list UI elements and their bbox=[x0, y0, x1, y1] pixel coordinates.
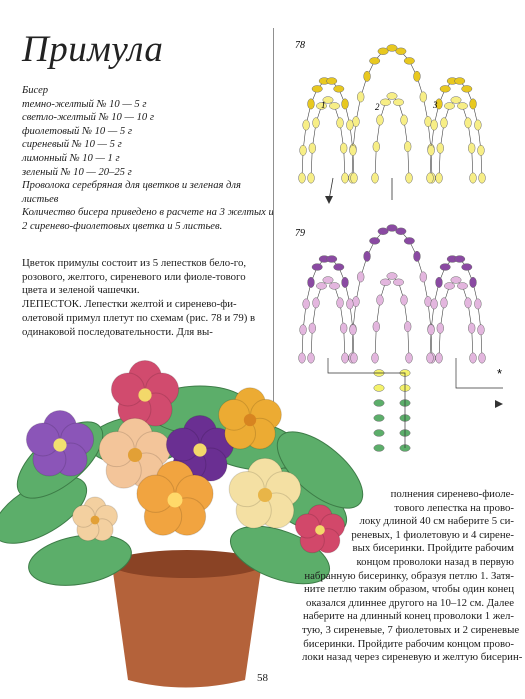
bead bbox=[337, 118, 344, 128]
bead bbox=[329, 103, 339, 110]
bead bbox=[316, 283, 326, 290]
wire-path bbox=[302, 259, 354, 358]
bead bbox=[444, 103, 454, 110]
bead bbox=[299, 173, 306, 183]
bead bbox=[340, 143, 347, 153]
bead bbox=[436, 277, 443, 287]
bead bbox=[401, 295, 408, 305]
bead bbox=[393, 99, 403, 106]
bead bbox=[404, 237, 414, 244]
material-item: сиреневый № 10 — 5 г bbox=[22, 139, 122, 151]
text-line: тую, 3 сиреневые, 7 фиолетовых и 2 сиреневые bbox=[302, 623, 520, 636]
bead bbox=[329, 283, 339, 290]
wire-path bbox=[439, 100, 473, 178]
bead bbox=[396, 228, 406, 235]
bead bbox=[353, 116, 360, 126]
flower-center bbox=[168, 493, 183, 508]
bead bbox=[369, 57, 379, 64]
bead bbox=[436, 173, 443, 183]
flower-center bbox=[244, 414, 256, 426]
flower-center bbox=[53, 438, 66, 451]
bead bbox=[457, 283, 467, 290]
bead bbox=[470, 173, 477, 183]
bead bbox=[342, 277, 349, 287]
loop-number: 1 bbox=[321, 100, 326, 110]
bead bbox=[374, 430, 384, 437]
bead bbox=[387, 93, 397, 100]
wire-note: Проволока серебряная для цветков и зеленая для листьев bbox=[22, 180, 241, 205]
wire-path bbox=[375, 96, 409, 178]
bead bbox=[300, 145, 307, 155]
bead bbox=[414, 71, 421, 81]
bead bbox=[334, 85, 344, 92]
bead bbox=[353, 296, 360, 306]
bead bbox=[455, 78, 465, 85]
bead bbox=[457, 103, 467, 110]
bead bbox=[342, 173, 349, 183]
petal bbox=[111, 373, 144, 406]
bead bbox=[406, 173, 413, 183]
bead bbox=[377, 295, 384, 305]
intro-text bbox=[22, 257, 270, 339]
petal bbox=[137, 475, 174, 512]
loop-number: 3 bbox=[433, 100, 438, 110]
bead bbox=[374, 415, 384, 422]
arrow-line bbox=[329, 178, 392, 200]
bead bbox=[327, 78, 337, 85]
petal bbox=[73, 505, 95, 527]
bead bbox=[364, 251, 371, 261]
text-line: бисеринки. Пройдите рабочим концом прово- bbox=[303, 637, 514, 650]
intro-paragraph: Цветок примулы состоит из 5 лепестков бело-го, розового, желтого, сиреневого или фиоле-тового цвета и зеленой чашечки. bbox=[22, 257, 247, 297]
text-line: набранную бисеринку, образуя петлю 1. Затя- bbox=[304, 569, 514, 582]
bead bbox=[437, 143, 444, 153]
bead bbox=[414, 251, 421, 261]
loop-number: 2 bbox=[375, 102, 380, 112]
wire-path bbox=[352, 48, 432, 178]
bead bbox=[303, 120, 310, 130]
bead bbox=[313, 298, 320, 308]
bead bbox=[369, 237, 379, 244]
bead bbox=[300, 325, 307, 335]
bead bbox=[396, 48, 406, 55]
flower-center bbox=[193, 443, 206, 456]
bead bbox=[387, 273, 397, 280]
bead bbox=[373, 321, 380, 331]
bead bbox=[340, 323, 347, 333]
bead bbox=[401, 115, 408, 125]
petal bbox=[219, 399, 250, 430]
bead bbox=[393, 279, 403, 286]
bead bbox=[327, 256, 337, 263]
continuation-text bbox=[302, 488, 523, 665]
wire-path bbox=[311, 280, 345, 358]
bead bbox=[428, 325, 435, 335]
bead bbox=[308, 173, 315, 183]
bead bbox=[346, 120, 353, 130]
text-line: тового лепестка на прово- bbox=[394, 501, 514, 514]
bead bbox=[337, 298, 344, 308]
bead bbox=[374, 400, 384, 407]
wire-path bbox=[375, 276, 409, 358]
bead bbox=[357, 92, 364, 102]
bead bbox=[431, 299, 438, 309]
bead bbox=[441, 298, 448, 308]
petal-paragraph: ЛЕПЕСТОК. Лепестки желтой и сиренево-фи-олетовой примул плетут по схемам (рис. 78 и 79) в одинаковой последовательности. Для вы- bbox=[22, 298, 256, 338]
bead bbox=[478, 145, 485, 155]
bead bbox=[420, 92, 427, 102]
bead bbox=[308, 277, 315, 287]
bead bbox=[437, 323, 444, 333]
bead bbox=[427, 173, 434, 183]
page-title: Примула bbox=[22, 29, 164, 70]
text-line: наберите на длинный конец проволоки 1 жел- bbox=[302, 610, 514, 623]
bead bbox=[479, 353, 486, 363]
figure-79-label: 79 bbox=[295, 228, 305, 239]
material-item: фиолетовый № 10 — 5 г bbox=[22, 125, 132, 137]
wire-path bbox=[430, 259, 482, 358]
bead bbox=[309, 323, 316, 333]
bead bbox=[374, 385, 384, 392]
wire-path bbox=[352, 228, 432, 358]
bead bbox=[404, 57, 414, 64]
bead bbox=[404, 141, 411, 151]
text-line: ните петлю таким образом, чтобы один конец bbox=[304, 583, 514, 596]
bead bbox=[465, 298, 472, 308]
bead bbox=[312, 85, 322, 92]
bead bbox=[404, 321, 411, 331]
bead bbox=[309, 143, 316, 153]
text-line: локи назад через сиреневую и желтую бисерин- bbox=[302, 651, 523, 664]
wire-path bbox=[439, 280, 473, 358]
bead bbox=[425, 116, 432, 126]
bead bbox=[308, 99, 315, 109]
bead bbox=[374, 445, 384, 452]
text-line: полнения сиренево-фиоле- bbox=[390, 488, 514, 500]
wire-path bbox=[311, 100, 345, 178]
bead bbox=[474, 299, 481, 309]
bead bbox=[428, 145, 435, 155]
material-item: лимонный № 10 — 1 г bbox=[22, 152, 120, 164]
figure-78-scheme bbox=[299, 45, 486, 204]
bead bbox=[312, 264, 322, 271]
material-item: светло-желтый № 10 — 10 г bbox=[22, 112, 154, 124]
flower-center bbox=[258, 488, 272, 502]
bead bbox=[346, 299, 353, 309]
bead bbox=[406, 353, 413, 363]
bead bbox=[470, 277, 477, 287]
arrow-head bbox=[325, 196, 333, 204]
flower-center bbox=[138, 388, 151, 401]
bead bbox=[425, 296, 432, 306]
figure-78-label: 78 bbox=[295, 40, 305, 51]
bead bbox=[377, 115, 384, 125]
bead bbox=[313, 118, 320, 128]
bead bbox=[350, 145, 357, 155]
materials-heading: Бисер bbox=[22, 85, 49, 96]
bead bbox=[323, 277, 333, 284]
page-number: 58 bbox=[257, 672, 268, 684]
bead bbox=[470, 99, 477, 109]
bead bbox=[351, 173, 358, 183]
arrow-head bbox=[495, 400, 503, 408]
bead bbox=[441, 118, 448, 128]
flower-center bbox=[128, 448, 142, 462]
bead bbox=[479, 173, 486, 183]
petal bbox=[26, 423, 59, 456]
text-line: реневых, 1 фиолетовую и 4 сирене- bbox=[351, 528, 514, 541]
material-item: темно-желтый № 10 — 5 г bbox=[22, 98, 147, 110]
text-line: концом проволоки назад в первую bbox=[356, 555, 514, 568]
bead bbox=[462, 264, 472, 271]
bead bbox=[451, 277, 461, 284]
bead bbox=[372, 353, 379, 363]
bead bbox=[420, 272, 427, 282]
material-item: зеленый № 10 — 20–25 г bbox=[22, 166, 132, 178]
wire-path bbox=[430, 81, 482, 178]
bead bbox=[380, 279, 390, 286]
petal bbox=[166, 428, 199, 461]
bead bbox=[372, 173, 379, 183]
text-line: оказался длиннее другого на 10–12 см. Далее bbox=[306, 596, 514, 609]
bead bbox=[357, 272, 364, 282]
bead bbox=[474, 120, 481, 130]
bead bbox=[380, 99, 390, 106]
quantity-note: Количество бисера приведено в расчете на 3 желтых и 2 сиренево-фиолетовых цветка и 5 листьев. bbox=[22, 207, 274, 232]
petal bbox=[229, 471, 264, 506]
bead bbox=[303, 299, 310, 309]
bead bbox=[440, 264, 450, 271]
star-marker: * bbox=[497, 366, 503, 381]
bead bbox=[470, 353, 477, 363]
bead bbox=[436, 353, 443, 363]
bead bbox=[468, 323, 475, 333]
bead bbox=[427, 353, 434, 363]
petal bbox=[99, 431, 134, 466]
bead bbox=[444, 283, 454, 290]
wire-path bbox=[302, 81, 354, 178]
bead bbox=[440, 85, 450, 92]
materials-list bbox=[22, 84, 277, 234]
bead bbox=[334, 264, 344, 271]
bead bbox=[465, 118, 472, 128]
bead bbox=[468, 143, 475, 153]
bead bbox=[455, 256, 465, 263]
text-line: вых бисеринки. Пройдите рабочим bbox=[352, 542, 514, 555]
flower-center bbox=[91, 516, 100, 525]
bead bbox=[350, 325, 357, 335]
bead bbox=[451, 97, 461, 104]
bead bbox=[364, 71, 371, 81]
bead bbox=[342, 99, 349, 109]
text-line: локу длиной 40 см наберите 5 си- bbox=[359, 515, 514, 528]
bead bbox=[373, 141, 380, 151]
bead bbox=[462, 85, 472, 92]
bead bbox=[431, 120, 438, 130]
bead bbox=[478, 325, 485, 335]
